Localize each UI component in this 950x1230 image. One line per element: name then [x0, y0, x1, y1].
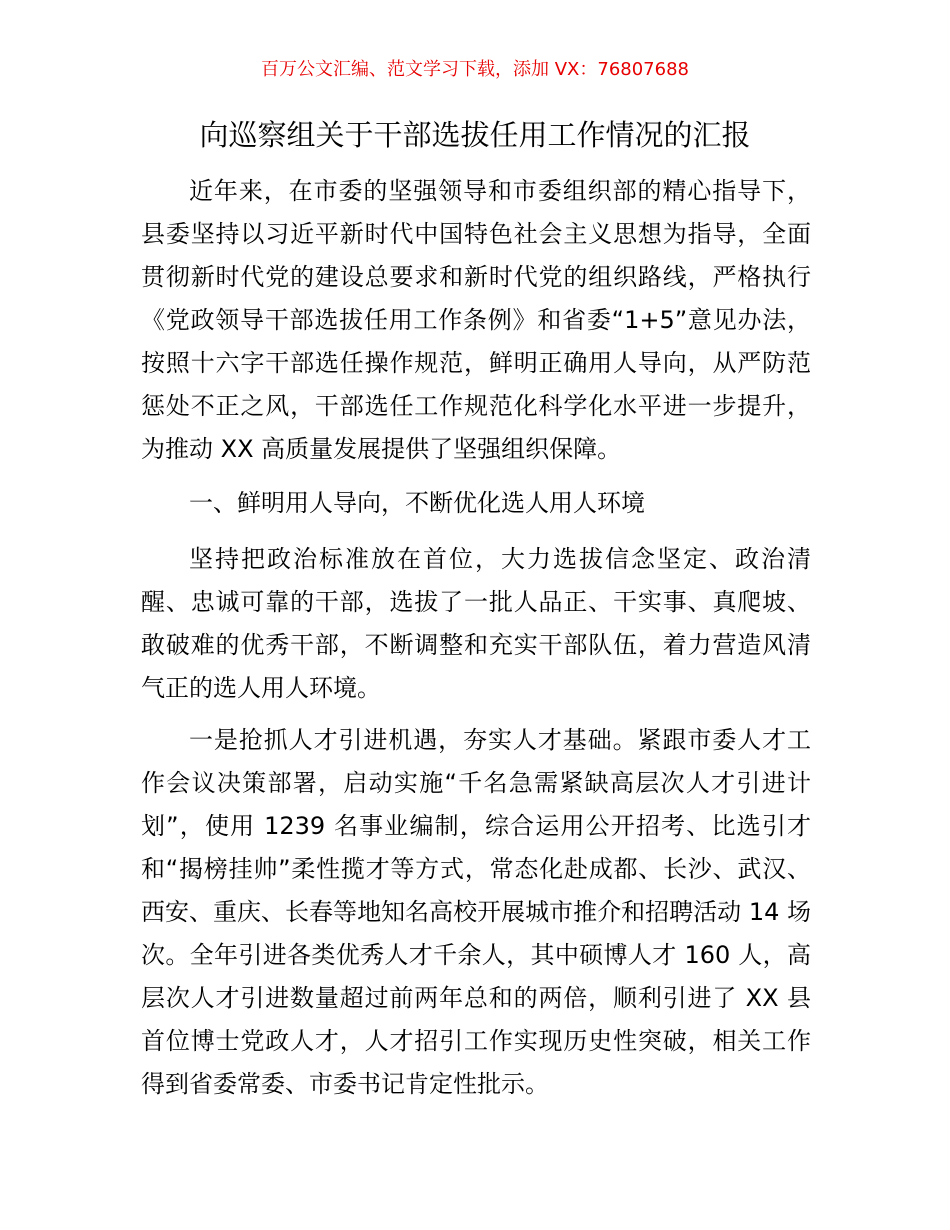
talent-paragraph: 一是抢抓人才引进机遇，夯实人才基础。紧跟市委人才工作会议决策部署，启动实施“千名急需紧缺高层次人才引进计划”，使用 1239 名事业编制，综合运用公开招考、比选引才和“揭榜挂帅”柔性揽才等方式，常态化赴成都、长沙、武汉、西安、重庆、长春等地知名高校开展城市推介和招聘活动 14 场次。全年引进各类优秀人才千余人，其中硕博人才 160 人，高层次人才引进数量超过前两年总和的两倍，顺利引进了 XX 县首位博士党政人才，人才招引工作实现历史性突破，相关工作得到省委常委、市委书记肯定性批示。 [141, 726, 811, 1098]
document-title: 向巡察组关于干部选拔任用工作情况的汇报 [199, 118, 751, 152]
watermark-banner: 百万公文汇编、范文学习下载，添加 VX：76807688 [261, 59, 689, 80]
section-paragraph: 坚持把政治标准放在首位，大力选拔信念坚定、政治清醒、忠诚可靠的干部，选拔了一批人品正、干实事、真爬坡、敢破难的优秀干部，不断调整和充实干部队伍，着力营造风清气正的选人用人环境。 [141, 545, 811, 702]
document-body [141, 170, 811, 1106]
section-heading: 一、鲜明用人导向，不断优化选人用人环境 [189, 489, 645, 517]
intro-paragraph: 近年来，在市委的坚强领导和市委组织部的精心指导下，县委坚持以习近平新时代中国特色社会主义思想为指导，全面贯彻新时代党的建设总要求和新时代党的组织路线，严格执行《党政领导干部选拔任用工作条例》和省委“1+5”意见办法，按照十六字干部选任操作规范，鲜明正确用人导向，从严防范惩处不正之风，干部选任工作规范化科学化水平进一步提升，为推动 XX 高质量发展提供了坚强组织保障。 [141, 177, 811, 463]
